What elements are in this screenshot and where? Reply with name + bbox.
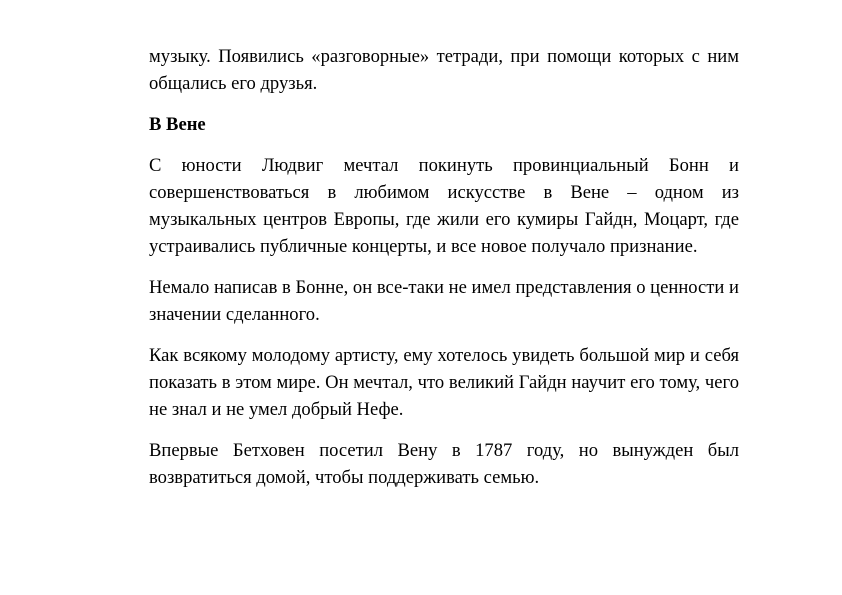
intro-paragraph: музыку. Появились «разговорные» тетради, при помощи которых с ним общались его друзья. (149, 46, 739, 94)
section-heading: В Вене (149, 114, 206, 135)
paragraph-young-artist: Как всякому молодому артисту, ему хотелось увидеть большой мир и себя показать в этом мире. Он мечтал, что великий Гайдн научит его тому, чего не знал и не умел добрый Нефе. (149, 345, 739, 420)
paragraph-bonn: Немало написав в Бонне, он все-таки не имел представления о ценности и значении сделанного. (149, 277, 739, 325)
paragraph-youth: С юности Людвиг мечтал покинуть провинциальный Бонн и совершенствоваться в любимом искусстве в Вене – одном из музыкальных центров Европы, где жили его кумиры Гайдн, Моцарт, где устраивались публичные концерты, и все новое получало признание. (149, 155, 739, 257)
paragraph-first-visit: Впервые Бетховен посетил Вену в 1787 году, но вынужден был возвратиться домой, чтобы поддерживать семью. (149, 440, 739, 488)
text-column (149, 43, 739, 505)
